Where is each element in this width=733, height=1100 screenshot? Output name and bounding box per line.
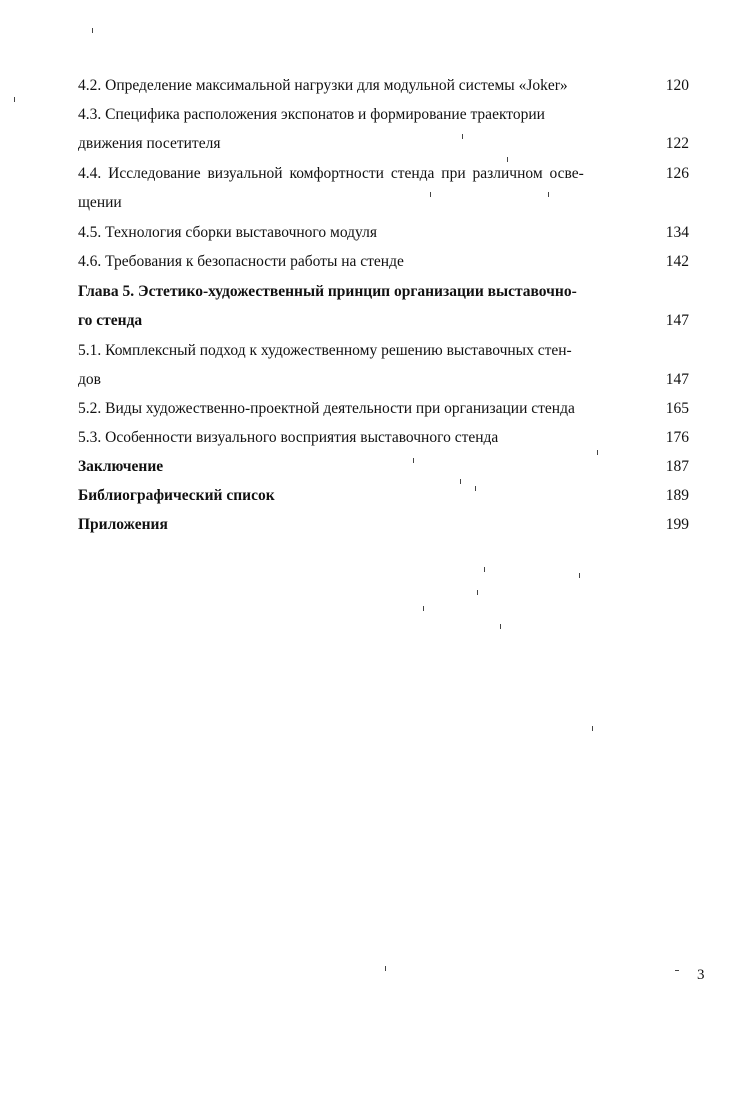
toc-entry-5-3 [78, 428, 689, 448]
toc-entry-title: Приложения [78, 516, 168, 533]
toc-entry-page: 187 [665, 458, 689, 475]
toc-entry-page: 165 [665, 400, 689, 417]
toc-entry-page: 189 [665, 487, 689, 504]
toc-entry-page: 134 [665, 224, 689, 241]
toc-entry-page: 126 [665, 165, 689, 182]
toc-entry-bibliography [78, 486, 689, 506]
toc-entry-page: 120 [665, 77, 689, 94]
scan-speck [460, 479, 461, 484]
toc-entry-5-1 [78, 341, 689, 361]
toc-entry-page: 147 [665, 312, 689, 329]
scan-speck [385, 966, 386, 971]
toc-entry-4-2 [78, 76, 689, 96]
scan-speck [579, 573, 580, 578]
scan-speck [430, 192, 431, 197]
scan-speck [462, 134, 463, 139]
toc-entry-4-6 [78, 252, 689, 272]
scan-speck [597, 450, 598, 455]
toc-entry-page: 122 [665, 135, 689, 152]
toc-entry-title: Библиографический список [78, 487, 275, 504]
toc-entry-4-3 [78, 105, 689, 125]
toc-entry-title: 5.2. Виды художественно-проектной деятельности при организации стенда [78, 400, 575, 417]
toc-entry-title: го стенда [78, 312, 143, 329]
scan-speck [507, 157, 508, 162]
scan-speck [548, 192, 549, 197]
scan-speck [92, 28, 93, 33]
toc-entry-4-5 [78, 223, 689, 243]
scan-speck [477, 590, 478, 595]
toc-entry-title: щении [78, 194, 122, 211]
toc-entry-4-4 [78, 164, 689, 184]
toc-entry-chapter-5 [78, 282, 689, 302]
scan-speck [475, 486, 476, 491]
scan-speck [413, 458, 414, 463]
toc-entry-page: 147 [665, 371, 689, 388]
toc-entry-title: 4.5. Технология сборки выставочного модуля [78, 224, 377, 241]
toc-entry-title: дов [78, 371, 101, 388]
toc-entry-4-4-cont [78, 193, 689, 213]
toc-entry-title: 4.3. Специфика расположения экспонатов и формирование траектории [78, 106, 545, 123]
scan-speck [500, 624, 501, 629]
scan-speck [675, 970, 679, 971]
toc-entry-5-2 [78, 399, 689, 419]
toc-entry-5-1-cont [78, 370, 689, 390]
toc-entry-4-3-cont [78, 134, 689, 154]
toc-entry-title: Заключение [78, 458, 164, 475]
toc-entry-title: движения посетителя [78, 135, 221, 152]
toc-entry-title: 5.1. Комплексный подход к художественному решению выставочных стен- [78, 342, 572, 359]
toc-entry-title: 4.2. Определение максимальной нагрузки для модульной системы «Joker» [78, 77, 568, 94]
page-number: 3 [697, 967, 705, 983]
toc-entry-page: 199 [665, 516, 689, 533]
scan-speck [423, 606, 424, 611]
toc-entry-title: 4.4. Исследование визуальной комфортности стенда при различном осве- [78, 165, 584, 182]
scan-speck [14, 97, 15, 102]
toc-entry-conclusion [78, 457, 689, 477]
toc-entry-page: 176 [665, 429, 689, 446]
toc-entry-title: 4.6. Требования к безопасности работы на стенде [78, 253, 404, 270]
scan-speck [592, 726, 593, 731]
toc-entry-chapter-5-cont [78, 311, 689, 331]
toc-entry-page: 142 [665, 253, 689, 270]
scan-speck [484, 567, 485, 572]
toc-entry-appendices [78, 515, 689, 535]
toc-entry-title: 5.3. Особенности визуального восприятия выставочного стенда [78, 429, 499, 446]
toc-entry-title: Глава 5. Эстетико-художественный принцип организации выставочно- [78, 283, 577, 300]
